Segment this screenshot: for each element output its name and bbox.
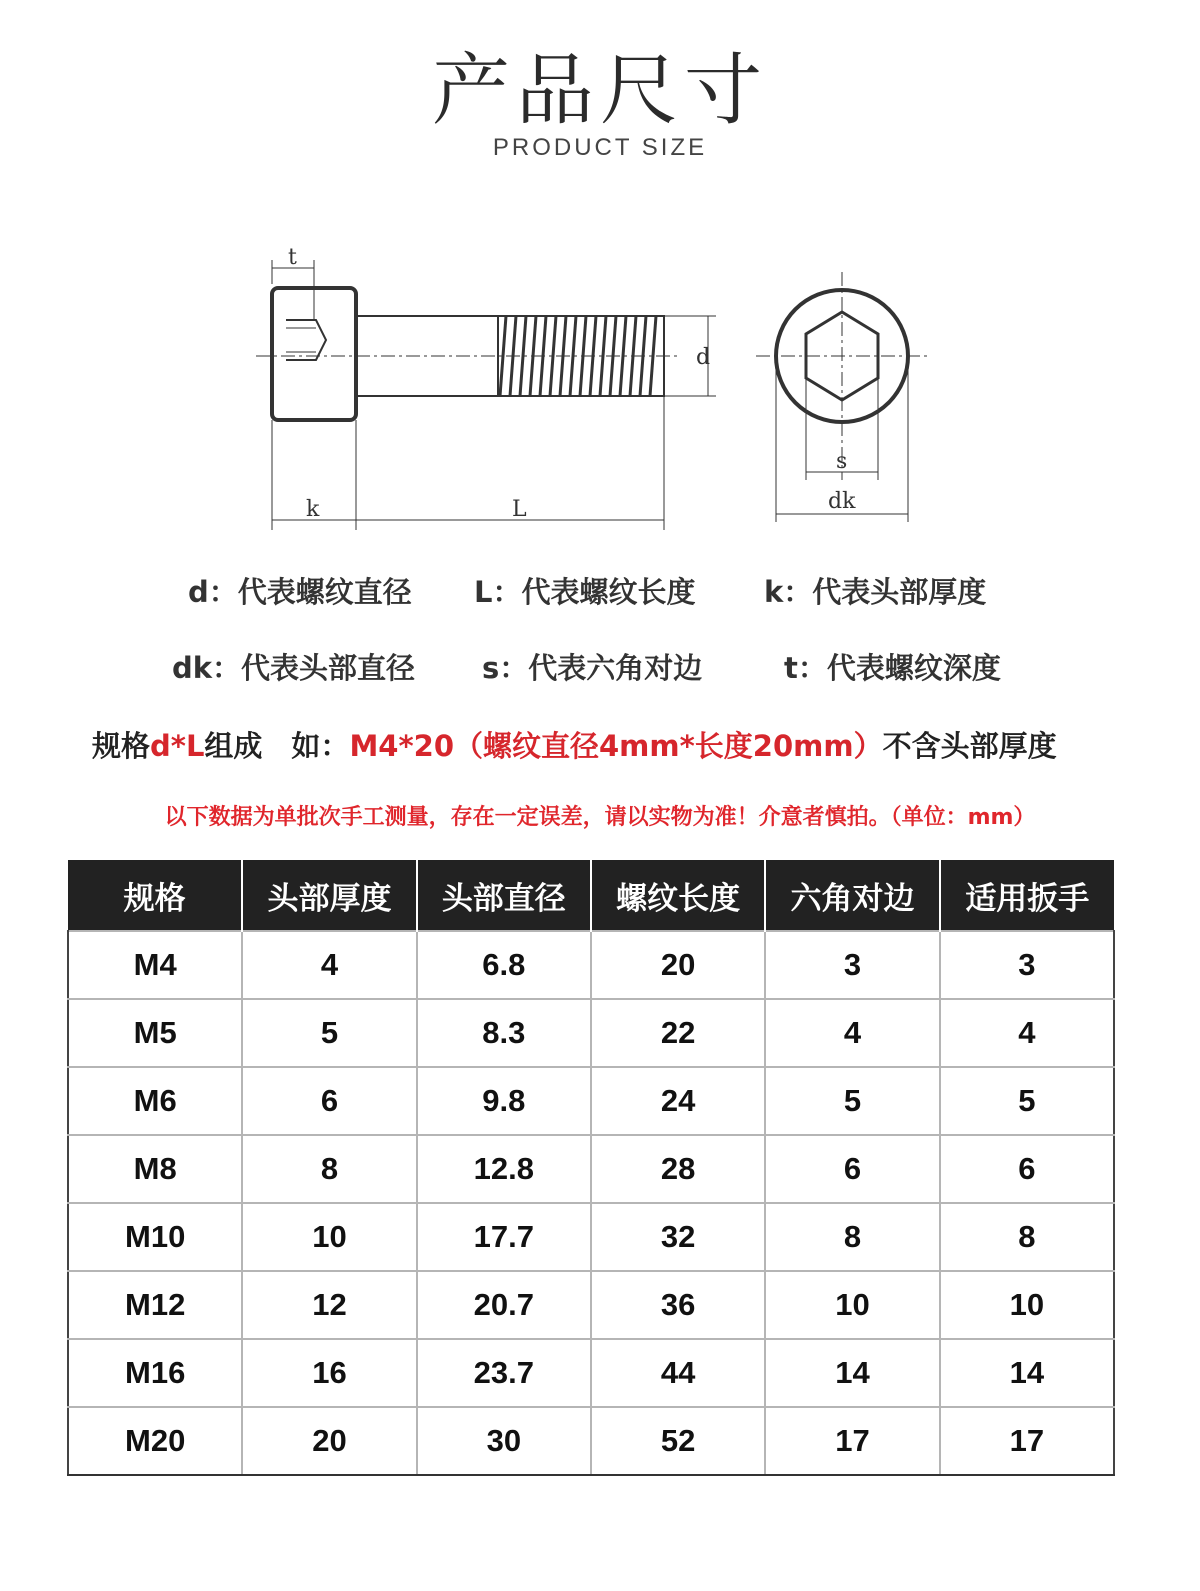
table-cell: 5 — [765, 1067, 939, 1135]
table-cell: 20 — [242, 1407, 416, 1475]
table-cell: 4 — [940, 999, 1114, 1067]
label-k: k — [306, 497, 320, 522]
table-cell: M5 — [68, 999, 242, 1067]
table-cell: M12 — [68, 1271, 242, 1339]
table-cell: 17.7 — [417, 1203, 591, 1271]
spec-formula: d*L — [150, 729, 205, 763]
legend-item-dk: dk：代表头部直径 — [172, 651, 416, 685]
page-title: 产品尺寸 — [431, 46, 768, 136]
label-dk: dk — [828, 489, 856, 514]
table-cell: 14 — [940, 1339, 1114, 1407]
table-cell: 12.8 — [417, 1135, 591, 1203]
table-body — [68, 931, 1114, 1475]
column-header: 头部直径 — [417, 860, 591, 931]
column-header: 头部厚度 — [242, 860, 416, 931]
table-cell: 28 — [591, 1135, 765, 1203]
table-header-row — [68, 860, 1114, 931]
size-table — [67, 860, 1115, 1476]
label-d: d — [696, 345, 711, 370]
table-cell: 17 — [765, 1407, 939, 1475]
table-cell: 30 — [417, 1407, 591, 1475]
page-subtitle: PRODUCT SIZE — [492, 134, 708, 161]
table-cell: M4 — [68, 931, 242, 999]
table-row — [68, 999, 1114, 1067]
table-row — [68, 1135, 1114, 1203]
table-cell: 8.3 — [417, 999, 591, 1067]
table-cell: 36 — [591, 1271, 765, 1339]
table-row — [68, 1271, 1114, 1339]
table-cell: 17 — [940, 1407, 1114, 1475]
legend-item-d: d：代表螺纹直径 — [188, 575, 412, 609]
spec-explanation — [92, 724, 1057, 765]
spec-example: M4*20（螺纹直径4mm*长度20mm） — [349, 729, 883, 763]
table-cell: 12 — [242, 1271, 416, 1339]
table-row — [68, 1067, 1114, 1135]
table-cell: 24 — [591, 1067, 765, 1135]
table-cell: 6 — [940, 1135, 1114, 1203]
label-t: t — [288, 245, 297, 270]
table-cell: 3 — [765, 931, 939, 999]
table-cell: 16 — [242, 1339, 416, 1407]
table-cell: 32 — [591, 1203, 765, 1271]
table-cell: M8 — [68, 1135, 242, 1203]
legend-item-k: k：代表头部厚度 — [764, 575, 987, 609]
table-cell: 8 — [940, 1203, 1114, 1271]
table-cell: 6 — [242, 1067, 416, 1135]
table-cell: 3 — [940, 931, 1114, 999]
table-row — [68, 1407, 1114, 1475]
table-cell: 8 — [242, 1135, 416, 1203]
table-cell: 6.8 — [417, 931, 591, 999]
table-cell: 5 — [940, 1067, 1114, 1135]
spec-middle: 组成 如： — [204, 729, 350, 763]
column-header: 适用扳手 — [940, 860, 1114, 931]
table-cell: 52 — [591, 1407, 765, 1475]
column-header: 规格 — [68, 860, 242, 931]
label-L: L — [512, 497, 527, 522]
table-cell: 4 — [765, 999, 939, 1067]
spec-suffix: 不含头部厚度 — [882, 729, 1057, 763]
table-cell: 10 — [765, 1271, 939, 1339]
spec-prefix: 规格 — [92, 729, 151, 763]
table-cell: 20.7 — [417, 1271, 591, 1339]
table-cell: 44 — [591, 1339, 765, 1407]
table-cell: 14 — [765, 1339, 939, 1407]
table-cell: 6 — [765, 1135, 939, 1203]
table-cell: 8 — [765, 1203, 939, 1271]
legend-item-s: s：代表六角对边 — [482, 651, 703, 685]
table-cell: 5 — [242, 999, 416, 1067]
legend-item-t: t：代表螺纹深度 — [784, 651, 1001, 685]
table-cell: M16 — [68, 1339, 242, 1407]
table-cell: 10 — [242, 1203, 416, 1271]
table-cell: 23.7 — [417, 1339, 591, 1407]
table-cell: M10 — [68, 1203, 242, 1271]
table-row — [68, 1203, 1114, 1271]
table-cell: M6 — [68, 1067, 242, 1135]
table-cell: 20 — [591, 931, 765, 999]
label-s: s — [836, 449, 848, 474]
table-row — [68, 931, 1114, 999]
table-row — [68, 1339, 1114, 1407]
measurement-note: 以下数据为单批次手工测量，存在一定误差，请以实物为准！介意者慎拍。（单位：mm） — [164, 805, 1036, 830]
column-header: 螺纹长度 — [591, 860, 765, 931]
table-cell: 10 — [940, 1271, 1114, 1339]
table-cell: M20 — [68, 1407, 242, 1475]
bolt-dimension-diagram — [250, 240, 950, 540]
table-cell: 9.8 — [417, 1067, 591, 1135]
column-header: 六角对边 — [765, 860, 939, 931]
table-cell: 4 — [242, 931, 416, 999]
table-cell: 22 — [591, 999, 765, 1067]
legend-item-L: L：代表螺纹长度 — [474, 575, 696, 609]
